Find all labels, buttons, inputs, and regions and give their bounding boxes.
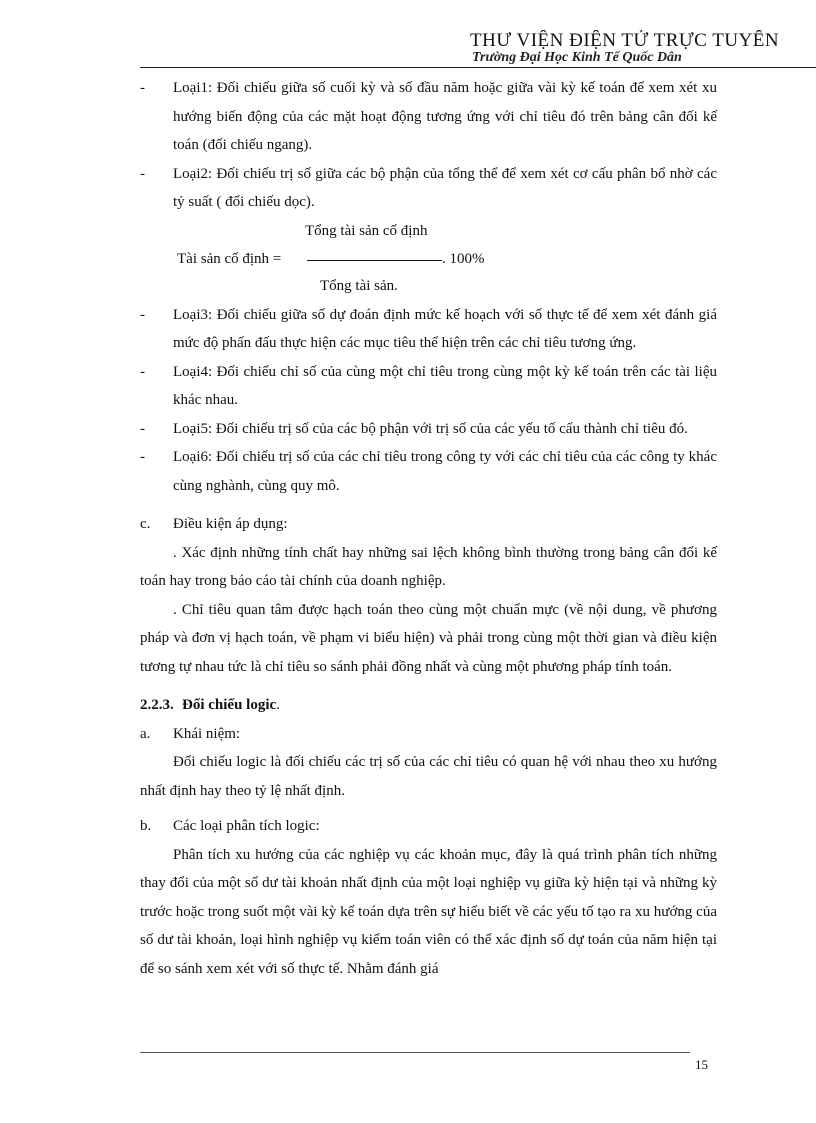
paragraph-dk2: . Chỉ tiêu quan tâm được hạch toán theo cùng một chuẩn mực (về nội dung, về phương pháp và đơn vị hạch toán, về phạm vi biểu hiện) và phải trong cùng một thời gian và điều kiện tương tự nhau tức là chỉ tiêu so sánh phải đồng nhất và cùng một phương pháp tính toán. [140,601,717,675]
list-item-loai3 [140,301,717,358]
paragraph-khai-niem: Đối chiếu logic là đối chiếu các trị số của các chỉ tiêu có quan hệ với nhau theo xu hướng nhất định hay theo tỷ lệ nhất định. [140,754,717,799]
fraction-bar [307,260,442,261]
paragraph: Loại1: Đối chiếu giữa số cuối kỳ và số đầu năm hoặc giữa vài kỳ kế toán để xem xét xu hướng biến động của các mặt hoạt động tương ứng với chỉ tiêu đó trên bảng cân đối kế toán (đối chiếu ngang). [173,80,717,153]
bullet-mark: - [140,449,145,465]
header-watermark: THƯ VIỆN ĐIỆN TỬ TRỰC TUYẾN [470,30,780,51]
document-body [140,74,717,983]
paragraph-cac-loai: Phân tích xu hướng của các nghiệp vụ các khoản mục, đây là quá trình phân tích những thay đổi của một số dư tài khoản nhất định của một loại nghiệp vụ giữa kỳ hiện tại và những kỳ trước hoặc trong suốt một vài kỳ kế toán dựa trên sự hiểu biết về các yếu tố tạo ra xu hướng của số dư tài khoản, loại hình nghiệp vụ kiểm toán viên có thể xác định số dự toán của năm hiện tại để so sánh xem xét với số thực tế. Nhằm đánh giá [140,846,717,977]
paragraph: Loại4: Đối chiếu chỉ số của cùng một chỉ tiêu trong cùng một kỳ kế toán trên các tài liệu khác nhau. [173,363,717,408]
subheading-label: Điều kiện áp dụng: [173,516,288,532]
formula-denominator: Tổng tài sản. [320,277,398,294]
list-item-loai2 [140,160,717,217]
list-item-loai5 [140,415,717,444]
spacer [140,805,717,812]
section-number: 2.2.3. [140,697,174,713]
formula [140,217,717,301]
paragraph: Loại3: Đối chiếu giữa số dự đoán định mức kế hoạch với số thực tế để xem xét đánh giá mức độ phấn đấu thực hiện các mục tiêu thể hiện trên các chỉ tiêu tương ứng. [173,306,717,351]
bullet-mark: - [140,306,145,323]
formula-numerator: Tổng tài sản cố định [305,222,428,239]
bullet-mark: - [140,165,145,182]
list-item-loai4 [140,358,717,415]
footer-divider [140,1052,690,1053]
paragraph: Loại5: Đối chiếu trị số của các bộ phận với trị số của các yếu tố cấu thành chỉ tiêu đó. [173,420,688,437]
subheading-dieu-kien [140,510,717,539]
spacer [140,500,717,510]
bullet-mark: - [140,420,145,437]
subheading-label: Khái niệm: [173,725,241,742]
paragraph: Loại6: Đối chiếu trị số của các chỉ tiêu trong công ty với các chỉ tiêu của các công ty khác cùng nghành, cùng quy mô. [173,449,717,494]
formula-percent: . 100% [442,250,485,267]
header-divider [140,67,816,68]
section-title-end: . [276,697,280,713]
bullet-mark: - [140,80,145,96]
bullet-mark: - [140,363,145,380]
section-title: Đối chiếu logic [182,697,277,713]
section-heading [140,691,717,720]
subheading-label: Các loại phân tích logic: [173,818,320,834]
subheading-cac-loai [140,812,717,841]
page-number: 15 [695,1057,708,1072]
paragraph-dk1: . Xác định những tính chất hay những sai lệch không bình thường trong bảng cân đối kế toán hay trong báo cáo tài chính của doanh nghiệp. [140,544,717,589]
spacer [140,681,717,691]
paragraph: Loại2: Đối chiếu trị số giữa các bộ phận của tổng thể để xem xét cơ cấu phân bổ nhờ các tỷ suất ( đối chiếu dọc). [173,165,717,210]
list-item-loai1 [140,74,717,160]
list-marker: b. [140,818,152,834]
list-item-loai6 [140,443,717,500]
list-marker: c. [140,516,151,532]
list-marker: a. [140,725,151,742]
formula-lhs: Tài sản cố định = [177,250,282,267]
subheading-khai-niem [140,720,717,749]
header-school-name: Trường Đại Học Kinh Tế Quốc Dân [472,50,682,65]
